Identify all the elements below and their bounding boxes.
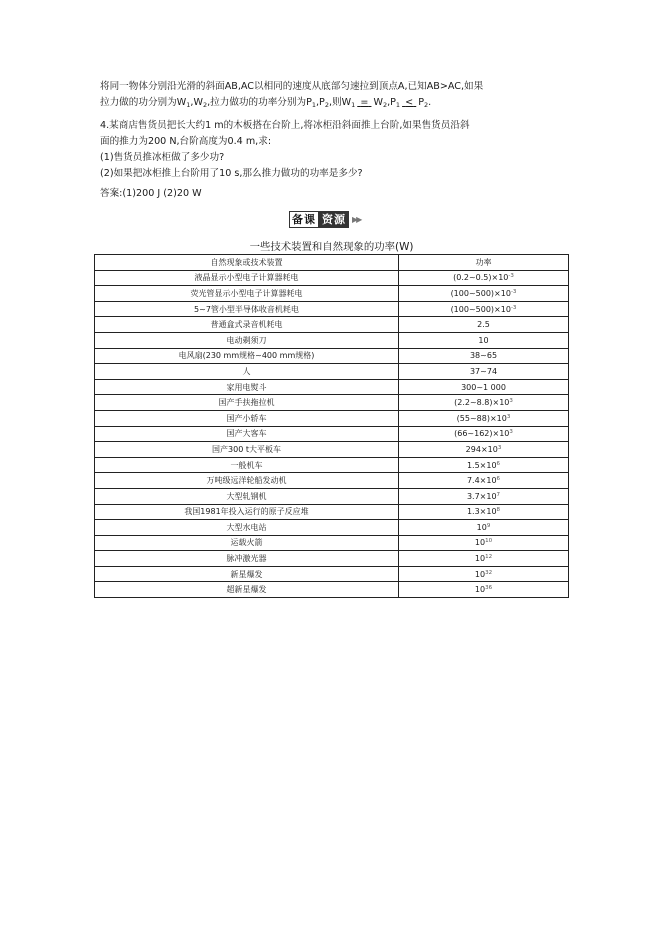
power-value-exponent: -3 bbox=[510, 288, 517, 295]
power-value-exponent: 3 bbox=[497, 444, 502, 451]
table-row bbox=[95, 566, 569, 582]
power-value-cell bbox=[399, 379, 569, 395]
power-value-base: 294×10 bbox=[465, 444, 498, 454]
power-value-exponent: 3 bbox=[509, 429, 513, 436]
power-value-cell bbox=[399, 504, 569, 520]
power-value-exponent: -3 bbox=[510, 304, 517, 311]
problem-intro-line1: 将同一物体分别沿光滑的斜面AB,AC以相同的速度从底部匀速拉到顶点A,已知AB>AC,如果 bbox=[100, 81, 484, 92]
device-name-cell: 国产手扶拖拉机 bbox=[95, 395, 399, 411]
power-value-cell bbox=[399, 270, 569, 286]
power-value-base: (2.2~8.8)×10 bbox=[454, 398, 510, 408]
power-value-base: (100~500)×10 bbox=[450, 304, 511, 314]
banner-label-part2: 资源 bbox=[319, 211, 349, 228]
power-value-exponent: 9 bbox=[486, 522, 491, 529]
power-value-exponent: 6 bbox=[496, 460, 501, 467]
device-name-cell: 大型水电站 bbox=[95, 520, 399, 536]
power-value-cell bbox=[399, 286, 569, 302]
table-row bbox=[95, 504, 569, 520]
power-value-cell bbox=[399, 332, 569, 348]
power-value-exponent: 8 bbox=[496, 507, 501, 514]
device-name-cell: 一般机车 bbox=[95, 457, 399, 473]
power-value-exponent: 10 bbox=[485, 538, 493, 545]
question4-line2: 面的推力为200 N,台阶高度为0.4 m,求: bbox=[100, 136, 272, 147]
power-value-cell bbox=[399, 488, 569, 504]
problem-intro-line2: 拉力做的功分别为$W_1,W_2$,拉力做功的功率分别为$P_1,P_2$,则$W_1 = W_2,P_1 < P_2$. bbox=[100, 97, 432, 109]
table-row bbox=[95, 488, 569, 504]
power-value-base: (55~88)×10 bbox=[456, 413, 507, 423]
power-value-base: 2.5 bbox=[477, 320, 490, 330]
power-value-cell bbox=[399, 582, 569, 598]
table-row bbox=[95, 379, 569, 395]
table-row bbox=[95, 395, 569, 411]
power-value-cell bbox=[399, 566, 569, 582]
table-row bbox=[95, 364, 569, 380]
device-name-cell: 超新星爆发 bbox=[95, 582, 399, 598]
table-row bbox=[95, 270, 569, 286]
table-row bbox=[95, 442, 569, 458]
table-header-row bbox=[95, 255, 569, 271]
arrows-icon: ▶▶ bbox=[352, 215, 361, 224]
device-name-cell: 万吨级远洋轮船发动机 bbox=[95, 473, 399, 489]
power-value-cell bbox=[399, 410, 569, 426]
power-value-base: 3.7×10 bbox=[466, 491, 497, 501]
power-value-base: (0.2~0.5)×10 bbox=[453, 273, 509, 283]
device-name-cell: 运载火箭 bbox=[95, 535, 399, 551]
table-row bbox=[95, 520, 569, 536]
table-row bbox=[95, 473, 569, 489]
power-value-base: 7.4×10 bbox=[466, 476, 497, 486]
column-header-power: 功率 bbox=[399, 255, 569, 271]
table-row bbox=[95, 317, 569, 333]
table-body bbox=[95, 270, 569, 597]
device-name-cell: 荧光管显示小型电子计算器耗电 bbox=[95, 286, 399, 302]
table-row bbox=[95, 426, 569, 442]
power-value-base: 37~74 bbox=[469, 366, 498, 376]
power-value-base: 10 bbox=[474, 569, 486, 579]
table-row bbox=[95, 286, 569, 302]
power-value-cell bbox=[399, 457, 569, 473]
power-value-base: 10 bbox=[474, 538, 486, 548]
power-value-exponent: 32 bbox=[485, 569, 493, 576]
power-value-cell bbox=[399, 535, 569, 551]
power-value-cell bbox=[399, 520, 569, 536]
power-value-cell bbox=[399, 473, 569, 489]
power-value-exponent: -3 bbox=[508, 273, 514, 280]
question4-line1: 4.某商店售货员把长大约1 m的木板搭在台阶上,将冰柜沿斜面推上台阶,如果售货员沿斜 bbox=[100, 120, 470, 131]
power-value-base: 300~1 000 bbox=[461, 382, 506, 392]
table-row bbox=[95, 301, 569, 317]
power-value-cell bbox=[399, 301, 569, 317]
device-name-cell: 液晶显示小型电子计算器耗电 bbox=[95, 270, 399, 286]
power-value-cell bbox=[399, 317, 569, 333]
section-banner bbox=[289, 211, 360, 228]
power-value-base: 10 bbox=[474, 585, 486, 595]
power-value-exponent: 3 bbox=[509, 398, 513, 405]
device-name-cell: 我国1981年投入运行的原子反应堆 bbox=[95, 504, 399, 520]
power-value-base: 38~65 bbox=[469, 351, 498, 361]
power-value-cell bbox=[399, 551, 569, 567]
device-name-cell: 国产大客车 bbox=[95, 426, 399, 442]
device-name-cell: 电动剃须刀 bbox=[95, 332, 399, 348]
power-value-exponent: 36 bbox=[485, 585, 493, 592]
table-row bbox=[95, 457, 569, 473]
table-row bbox=[95, 410, 569, 426]
device-name-cell: 大型轧钢机 bbox=[95, 488, 399, 504]
device-name-cell: 普通盒式录音机耗电 bbox=[95, 317, 399, 333]
table-caption: 一些技术装置和自然现象的功率(W) bbox=[249, 241, 414, 253]
power-value-base: 10 bbox=[474, 554, 486, 564]
power-value-cell bbox=[399, 426, 569, 442]
device-name-cell: 国产小轿车 bbox=[95, 410, 399, 426]
power-value-base: 10 bbox=[476, 522, 487, 532]
answer-blank-w: = bbox=[360, 97, 369, 108]
device-name-cell: 5~7管小型半导体收音机耗电 bbox=[95, 301, 399, 317]
device-name-cell: 家用电熨斗 bbox=[95, 379, 399, 395]
device-name-cell: 电风扇(230 mm规格~400 mm规格) bbox=[95, 348, 399, 364]
power-value-base: 1.3×10 bbox=[466, 507, 497, 517]
power-value-exponent: 7 bbox=[496, 491, 501, 498]
power-value-exponent: 6 bbox=[496, 476, 501, 483]
banner-label-part1: 备课 bbox=[289, 211, 319, 228]
power-value-cell bbox=[399, 364, 569, 380]
question4-part2: (2)如果把冰柜推上台阶用了10 s,那么推力做功的功率是多少? bbox=[100, 168, 363, 179]
table-row bbox=[95, 332, 569, 348]
table-row bbox=[95, 535, 569, 551]
device-name-cell: 新星爆发 bbox=[95, 566, 399, 582]
column-header-device: 自然现象或技术装置 bbox=[95, 255, 399, 271]
answer-blank-p: < bbox=[405, 97, 414, 108]
power-value-base: (66~162)×10 bbox=[454, 429, 510, 439]
device-name-cell: 脉冲激光器 bbox=[95, 551, 399, 567]
power-value-base: (100~500)×10 bbox=[450, 288, 511, 298]
power-table bbox=[94, 254, 569, 598]
device-name-cell: 国产300 t大平板车 bbox=[95, 442, 399, 458]
power-value-cell bbox=[399, 442, 569, 458]
table-row bbox=[95, 582, 569, 598]
question4-part1: (1)售货员推冰柜做了多少功? bbox=[100, 152, 225, 163]
power-value-base: 10 bbox=[478, 335, 489, 345]
power-value-exponent: 12 bbox=[485, 554, 493, 561]
power-value-cell bbox=[399, 395, 569, 411]
power-value-exponent: 3 bbox=[506, 413, 511, 420]
table-row bbox=[95, 348, 569, 364]
table-row bbox=[95, 551, 569, 567]
device-name-cell: 人 bbox=[95, 364, 399, 380]
power-value-cell bbox=[399, 348, 569, 364]
power-value-base: 1.5×10 bbox=[466, 460, 497, 470]
answer-line: 答案:(1)200 J (2)20 W bbox=[100, 188, 202, 199]
